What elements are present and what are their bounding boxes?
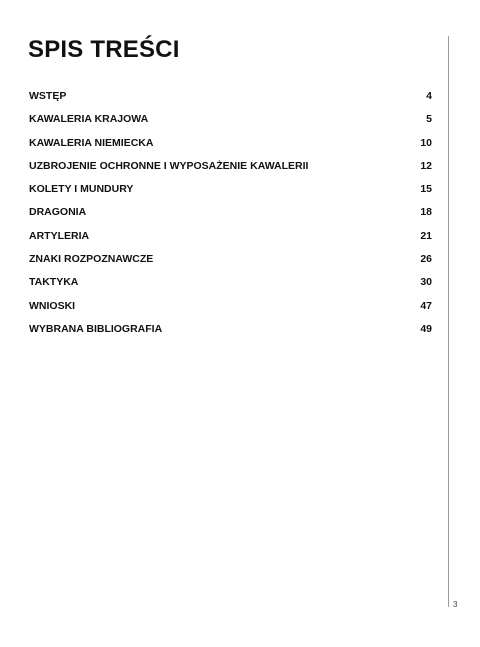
toc-entry-label: KAWALERIA NIEMIECKA [29,136,154,149]
toc-entry-page: 49 [420,322,432,335]
toc-entry-kawaleria-niemiecka [29,136,432,159]
toc-entry-kolety-i-mundury [29,182,432,205]
toc-entry-page: 30 [420,276,432,289]
toc-entry-page: 47 [420,299,432,312]
toc-entry-wybrana-bibliografia [29,322,432,345]
toc-entry-label: KOLETY I MUNDURY [29,183,134,196]
toc-entry-label: ZNAKI ROZPOZNAWCZE [29,253,154,266]
table-of-contents [29,89,432,345]
toc-entry-page: 26 [420,253,432,266]
toc-entry-znaki-rozpoznawcze [29,252,432,275]
toc-entry-dragonia [29,205,432,228]
toc-entry-label: WNIOSKI [29,299,76,312]
toc-entry-label: UZBROJENIE OCHRONNE I WYPOSAŻENIE KAWALERII [29,159,309,172]
toc-entry-page: 18 [420,206,432,219]
toc-entry-page: 15 [420,183,432,196]
toc-entry-taktyka [29,275,432,298]
toc-entry-kawaleria-krajowa [29,112,432,135]
toc-entry-label: KAWALERIA KRAJOWA [29,113,149,126]
toc-entry-page: 21 [420,229,432,242]
toc-entry-artyleria [29,229,432,252]
toc-entry-label: DRAGONIA [29,206,87,219]
margin-rule [448,36,449,607]
toc-entry-page: 10 [420,136,432,149]
toc-entry-wnioski [29,299,432,322]
page-number: 3 [453,600,458,609]
toc-entry-label: WSTĘP [29,90,67,102]
page-title: SPIS TREŚCI [28,36,180,63]
toc-entry-uzbrojenie [29,159,432,182]
toc-entry-label: TAKTYKA [29,276,79,289]
toc-entry-wstep [29,89,432,112]
toc-entry-label: WYBRANA BIBLIOGRAFIA [29,322,163,335]
toc-entry-page: 12 [420,159,432,172]
toc-entry-label: ARTYLERIA [29,229,90,242]
toc-entry-page: 5 [426,113,432,126]
toc-entry-page: 4 [426,90,432,102]
